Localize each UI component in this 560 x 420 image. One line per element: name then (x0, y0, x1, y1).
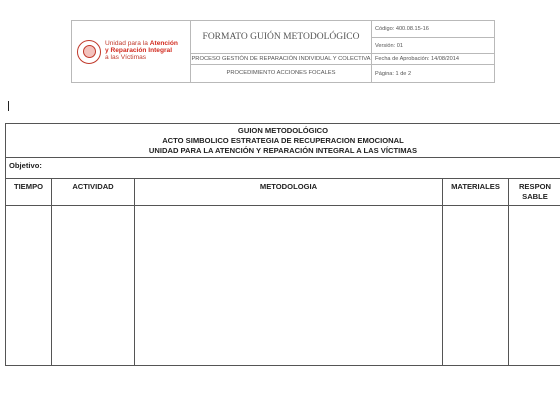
methodology-table (5, 123, 560, 366)
column-header: MATERIALES (443, 179, 508, 206)
coat-of-arms-icon (77, 40, 101, 64)
table-title (6, 124, 560, 158)
title-line-3: UNIDAD PARA LA ATENCIÓN Y REPARACIÓN INTEGRAL A LAS VÍCTIMAS (148, 146, 418, 155)
approval-date-field: Fecha de Aprobación: 14/08/2014 (372, 54, 494, 65)
document-header (71, 20, 495, 83)
table-columns (6, 179, 560, 365)
column-materiales[interactable] (443, 179, 509, 365)
column-header: ACTIVIDAD (52, 179, 134, 206)
format-title: FORMATO GUIÓN METODOLÓGICO (191, 21, 372, 54)
title-line-1: GUION METODOLÓGICO (237, 126, 329, 135)
version-field: Versión: 01 (372, 38, 494, 54)
page-number-field: Página: 1 de 2 (375, 70, 412, 77)
column-tiempo[interactable] (6, 179, 52, 365)
column-header: TIEMPO (6, 179, 51, 206)
process-field: PROCESO GESTIÓN DE REPARACIÓN INDIVIDUAL Y COLECTIVA (191, 54, 372, 65)
column-metodologia[interactable] (135, 179, 443, 365)
logo (72, 21, 191, 82)
column-header: RESPON SABLE (509, 179, 560, 206)
column-header: METODOLOGIA (135, 179, 442, 206)
logo-text: Unidad para la Atención y Reparación Integral a las Víctimas (105, 40, 178, 61)
column-actividad[interactable] (52, 179, 135, 365)
text-cursor[interactable] (8, 101, 9, 111)
title-line-2: ACTO SIMBOLICO ESTRATEGIA DE RECUPERACION EMOCIONAL (162, 136, 404, 145)
procedure-field: PROCEDIMIENTO ACCIONES FOCALES (191, 65, 372, 82)
objective-field[interactable]: Objetivo: (6, 158, 560, 179)
code-field: Código: 400.08.15-16 (372, 21, 494, 38)
column-responsable[interactable] (509, 179, 560, 365)
